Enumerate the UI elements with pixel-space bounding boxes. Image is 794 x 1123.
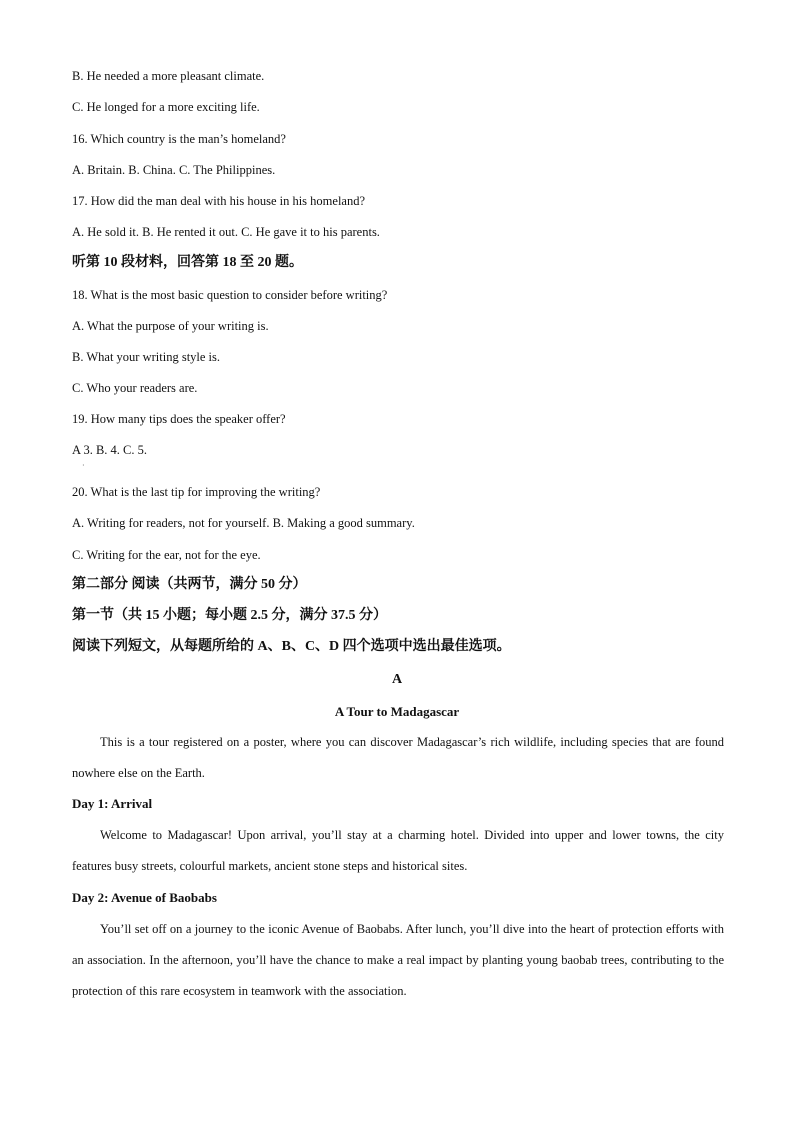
day2-heading: Day 2: Avenue of Baobabs	[72, 890, 217, 905]
day1-paragraph	[72, 820, 724, 882]
q17-options: A. He sold it. B. He rented it out. C. He gave it to his parents.	[72, 225, 380, 239]
q20-question: 20. What is the last tip for improving the writing?	[72, 485, 321, 499]
q18-question: 18. What is the most basic question to consider before writing?	[72, 288, 388, 302]
passage-letter: A	[391, 672, 403, 687]
q20-options-ab: A. Writing for readers, not for yourself. B. Making a good summary.	[72, 516, 415, 530]
section-10-instruction: 听第 10 段材料，回答第 18 至 20 题。	[72, 255, 303, 270]
passage-title: A Tour to Madagascar	[334, 704, 460, 719]
q17-question: 17. How did the man deal with his house in his homeland?	[72, 194, 366, 208]
q18-option-c: C. Who your readers are.	[72, 381, 198, 395]
q16-question: 16. Which country is the man’s homeland?	[72, 132, 286, 146]
day2-text: You’ll set off on a journey to the iconic Avenue of Baobabs. After lunch, you’ll dive into the heart of protection efforts with an association. In the afternoon, you’ll have the chance to make a real impact by planting young baobab trees, contributing to the protection of this rare ecosystem in teamwork with the association.	[72, 922, 724, 998]
stray-mark: ·	[82, 461, 85, 470]
q16-options: A. Britain. B. China. C. The Philippines.	[72, 163, 276, 177]
section-one-title: 第一节（共 15 小题；每小题 2.5 分，满分 37.5 分）	[72, 608, 387, 623]
intro-paragraph	[72, 727, 724, 789]
q19-question: 19. How many tips does the speaker offer?	[72, 412, 286, 426]
day2-paragraph	[72, 914, 724, 1007]
part-two-title: 第二部分 阅读（共两节，满分 50 分）	[72, 577, 307, 592]
q19-options: A 3. B. 4. C. 5.	[72, 443, 148, 457]
q18-option-a: A. What the purpose of your writing is.	[72, 319, 269, 333]
day1-text: Welcome to Madagascar! Upon arrival, you’ll stay at a charming hotel. Divided into upper and lower towns, the city features busy streets, colourful markets, ancient stone steps and historical sites.	[72, 828, 724, 873]
q15-option-c: C. He longed for a more exciting life.	[72, 100, 260, 114]
day1-heading: Day 1: Arrival	[72, 796, 153, 811]
q15-option-b: B. He needed a more pleasant climate.	[72, 69, 265, 83]
reading-instruction: 阅读下列短文，从每题所给的 A、B、C、D 四个选项中选出最佳选项。	[72, 639, 511, 654]
q18-option-b: B. What your writing style is.	[72, 350, 221, 364]
q20-option-c: C. Writing for the ear, not for the eye.	[72, 548, 261, 562]
intro-text: This is a tour registered on a poster, where you can discover Madagascar’s rich wildlife, including species that are found nowhere else on the Earth.	[72, 735, 724, 780]
